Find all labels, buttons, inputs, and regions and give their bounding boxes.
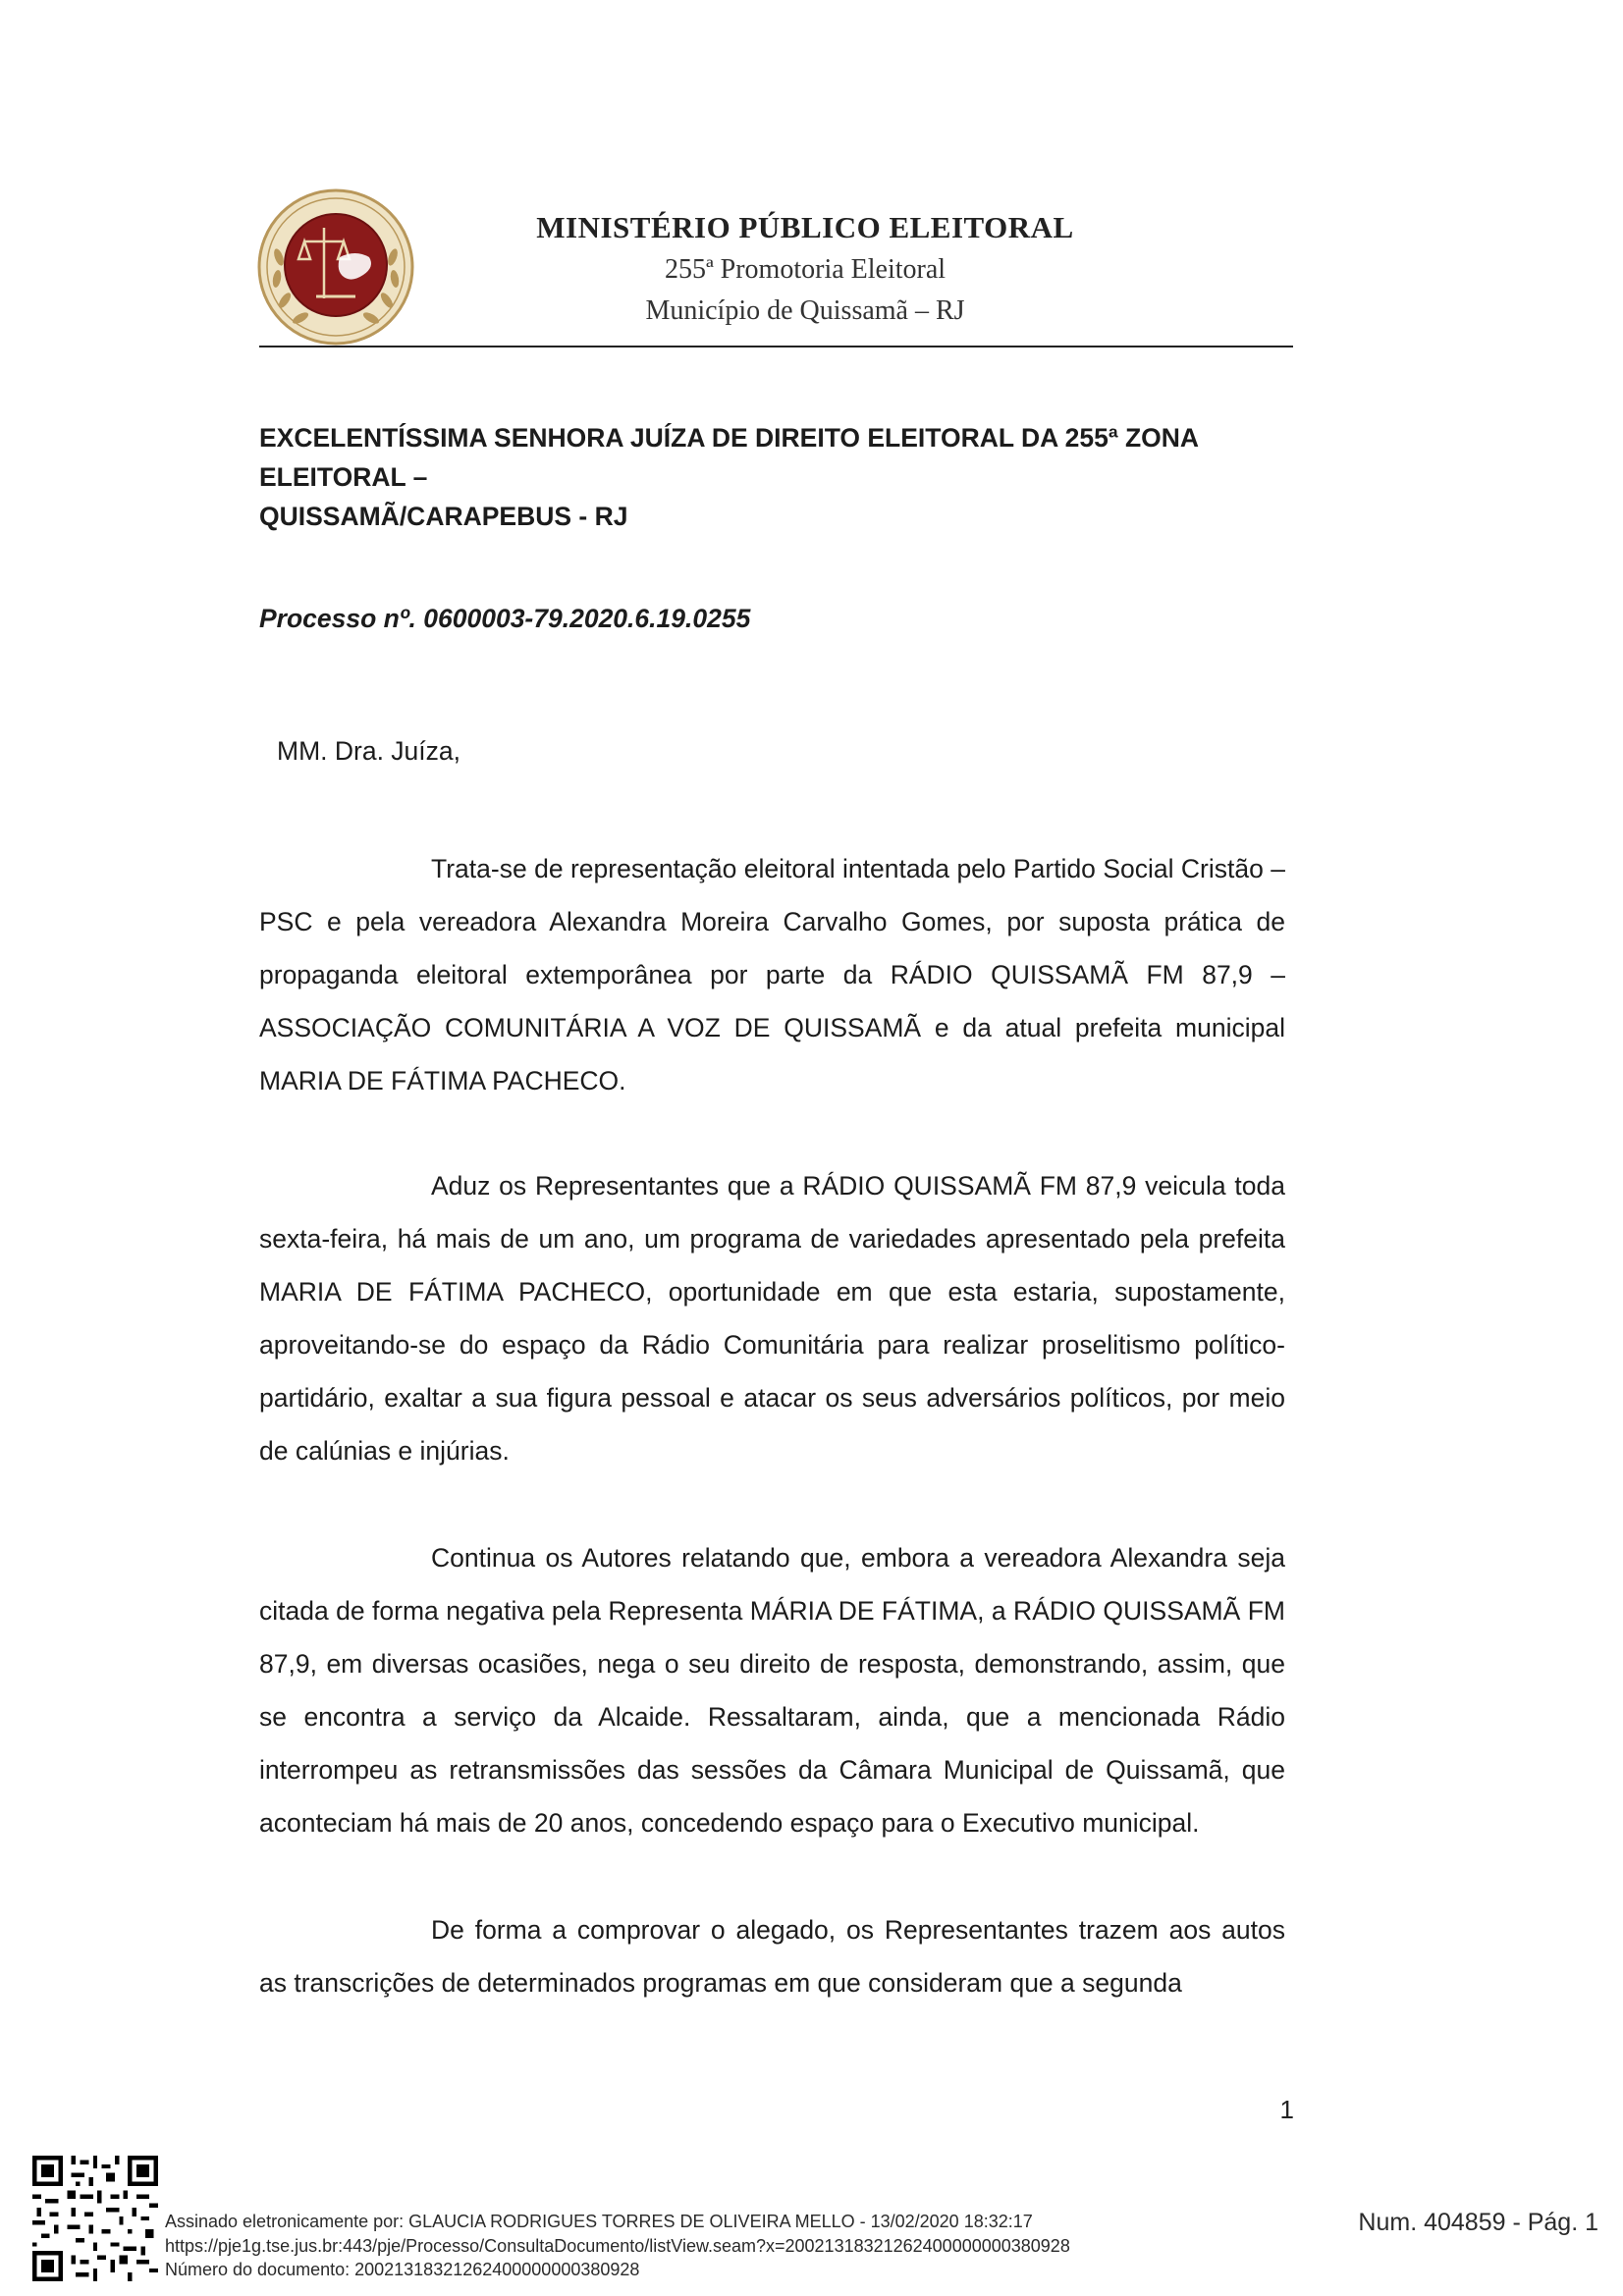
- paragraph-3: Continua os Autores relatando que, embora a vereadora Alexandra seja citada de forma negativa pela Representa MÁRIA DE FÁTIMA, a RÁDIO QUISSAMÃ FM 87,9, em diversas ocasiões, nega o seu direito de resposta, demonstrando, assim, que se encontra a serviço da Alcaide. Ressaltaram, ainda, que a mencionada Rádio interrompeu as retransmissões das sessões da Câmara Municipal de Quissamã, que aconteciam há mais de 20 anos, concedendo espaço para o Executivo municipal.: [259, 1543, 1285, 1838]
- signed-by: Assinado eletronicamente por: GLAUCIA RODRIGUES TORRES DE OLIVEIRA MELLO - 13/02/2020 18:32:17: [165, 2212, 1033, 2231]
- addressee-line-2: QUISSAMÃ/CARAPEBUS - RJ: [259, 502, 628, 531]
- promotoria-name: 255ª Promotoria Eleitoral: [664, 254, 947, 285]
- document-url[interactable]: https://pje1g.tse.jus.br:443/pje/Processo/ConsultaDocumento/listView.seam?x=20021318321262400000000380928: [165, 2235, 1070, 2256]
- addressee: [259, 418, 1285, 536]
- document-number: Número do documento: 20021318321262400000000380928: [165, 2260, 640, 2279]
- signature-info: [165, 2210, 1070, 2282]
- header-divider: [259, 346, 1293, 347]
- municipality-name: Município de Quissamã – RJ: [645, 295, 965, 326]
- letterhead: [432, 206, 1178, 332]
- process-number: Processo nº. 0600003-79.2020.6.19.0255: [259, 604, 751, 633]
- page-number: 1: [1279, 2095, 1294, 2124]
- ministry-seal-icon: [257, 188, 414, 346]
- paragraph-2: Aduz os Representantes que a RÁDIO QUISSAMÃ FM 87,9 veicula toda sexta-feira, há mais de um ano, um programa de variedades apresentado pela prefeita MARIA DE FÁTIMA PACHECO, oportunidade em que esta estaria, supostamente, aproveitando-se do espaço da Rádio Comunitária para realizar proselitismo político-partidário, exaltar a sua figura pessoal e atacar os seus adversários políticos, por meio de calúnias e injúrias.: [259, 1171, 1285, 1466]
- addressee-line-1: EXCELENTÍSSIMA SENHORA JUÍZA DE DIREITO ELEITORAL DA 255ª ZONA ELEITORAL –: [259, 423, 1199, 492]
- organization-name: MINISTÉRIO PÚBLICO ELEITORAL: [536, 210, 1074, 244]
- qr-code-icon[interactable]: [32, 2156, 158, 2281]
- paragraph-4: De forma a comprovar o alegado, os Representantes trazem aos autos as transcrições de determinados programas em que consideram que a segunda: [259, 1915, 1285, 1998]
- paragraph-1: Trata-se de representação eleitoral intentada pelo Partido Social Cristão – PSC e pela vereadora Alexandra Moreira Carvalho Gomes, por suposta prática de propaganda eleitoral extemporânea por parte da RÁDIO QUISSAMÃ FM 87,9 – ASSOCIAÇÃO COMUNITÁRIA A VOZ DE QUISSAMÃ e da atual prefeita municipal MARIA DE FÁTIMA PACHECO.: [259, 854, 1285, 1095]
- page-reference: Num. 404859 - Pág. 1: [1358, 2209, 1598, 2236]
- salutation: MM. Dra. Juíza,: [277, 736, 461, 766]
